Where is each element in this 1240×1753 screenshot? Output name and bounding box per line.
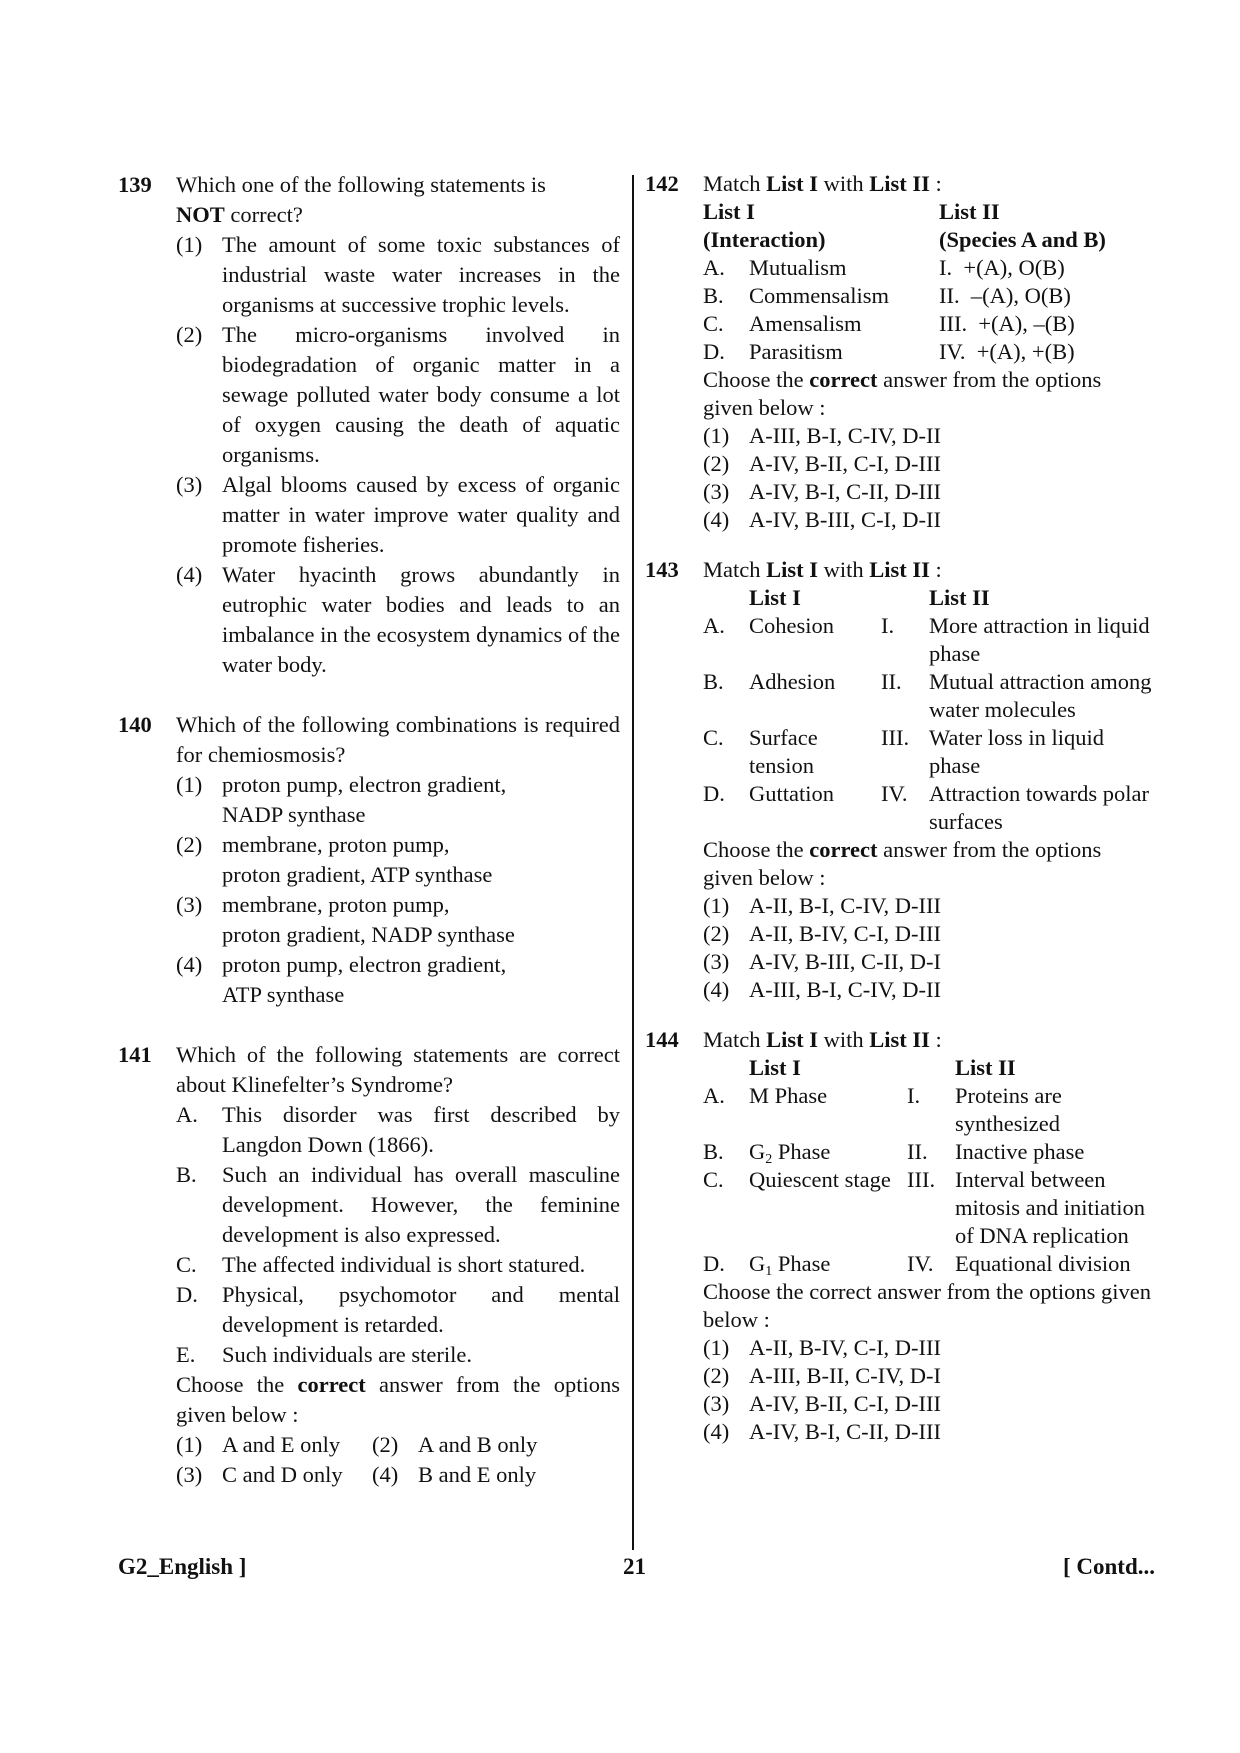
answer-2: (2) A-II, B-IV, C-I, D-III bbox=[703, 921, 942, 946]
match-row-d: D. Parasitism IV. +(A), +(B) bbox=[703, 339, 1075, 364]
question-141 bbox=[118, 1040, 620, 1490]
footer-contd: [ Contd... bbox=[1062, 1554, 1155, 1579]
footer-paper-code: G2_English ] bbox=[118, 1554, 247, 1579]
statement-c: C. The affected individual is short statured. bbox=[176, 1252, 586, 1277]
choose-instruction: Choose the correct answer from the options given below : bbox=[703, 1279, 1152, 1332]
question-142 bbox=[645, 170, 1155, 534]
match-row-a: A. Cohesion I. More attraction in liquid phase bbox=[703, 613, 1150, 666]
match-row-c: C. Amensalism III. +(A), –(B) bbox=[703, 311, 1075, 336]
match-row-b: B. Adhesion II. Mutual attraction among water molecules bbox=[703, 669, 1152, 722]
match-row-a: A. Mutualism I. +(A), O(B) bbox=[703, 255, 1065, 280]
answer-row-2: (3) C and D only (4) B and E only bbox=[176, 1462, 537, 1487]
question-143 bbox=[645, 556, 1155, 1004]
statement-b: B. Such an individual has overall masculine development. However, the feminine development is also expressed. bbox=[176, 1162, 620, 1247]
page-footer bbox=[118, 1552, 1155, 1584]
answer-1: (1) A-II, B-I, C-IV, D-III bbox=[703, 893, 942, 918]
choose-instruction: Choose the correct answer from the options given below : bbox=[176, 1372, 620, 1427]
option-1: (1) proton pump, electron gradient, NADP synthase bbox=[176, 772, 507, 827]
option-4: (4) proton pump, electron gradient, ATP synthase bbox=[176, 952, 507, 1007]
question-139 bbox=[118, 170, 620, 680]
answer-3: (3) A-IV, B-I, C-II, D-III bbox=[703, 479, 942, 504]
answer-1: (1) A-II, B-IV, C-I, D-III bbox=[703, 1335, 942, 1360]
match-row-a: A. M Phase I. Proteins are synthesized bbox=[703, 1083, 1062, 1136]
option-3: (3) Algal blooms caused by excess of organic matter in water improve water quality and promote fisheries. bbox=[176, 472, 620, 557]
answer-4: (4) A-IV, B-I, C-II, D-III bbox=[703, 1419, 942, 1444]
question-140 bbox=[118, 710, 620, 1010]
statement-a: A. This disorder was first described by Langdon Down (1866). bbox=[176, 1102, 620, 1157]
match-row-b: B. Commensalism II. –(A), O(B) bbox=[703, 283, 1071, 308]
right-column bbox=[645, 170, 1155, 1446]
answer-1: (1) A-III, B-I, C-IV, D-II bbox=[703, 423, 942, 448]
option-1: (1) The amount of some toxic substances of industrial waste water increases in the organisms at successive trophic levels. bbox=[176, 232, 620, 317]
question-number: 142 bbox=[645, 171, 679, 196]
list-headers: List I List II bbox=[749, 1055, 1016, 1080]
option-3: (3) membrane, proton pump, proton gradient, NADP synthase bbox=[176, 892, 515, 947]
question-number: 139 bbox=[118, 172, 152, 197]
answer-3: (3) A-IV, B-II, C-I, D-III bbox=[703, 1391, 942, 1416]
answer-3: (3) A-IV, B-III, C-II, D-I bbox=[703, 949, 942, 974]
answer-2: (2) A-III, B-II, C-IV, D-I bbox=[703, 1363, 942, 1388]
answer-2: (2) A-IV, B-II, C-I, D-III bbox=[703, 451, 942, 476]
statement-d: D. Physical, psychomotor and mental development is retarded. bbox=[176, 1282, 620, 1337]
question-stem: Match List I with List II : bbox=[703, 171, 942, 196]
option-2: (2) membrane, proton pump, proton gradient, ATP synthase bbox=[176, 832, 493, 887]
question-stem: Which one of the following statements is NOT correct? bbox=[176, 172, 546, 227]
question-stem: Match List I with List II : bbox=[703, 1027, 942, 1052]
answer-row-1: (1) A and E only (2) A and B only bbox=[176, 1432, 538, 1457]
question-number: 140 bbox=[118, 712, 152, 737]
page-number: 21 bbox=[623, 1554, 646, 1579]
question-stem: Match List I with List II : bbox=[703, 557, 942, 582]
option-2: (2) The micro-organisms involved in biodegradation of organic matter in a sewage polluted water body consume a lot of oxygen causing the death of aquatic organisms. bbox=[176, 322, 620, 467]
left-column bbox=[118, 170, 620, 1490]
match-row-c: C. Quiescent stage III. Interval between mitosis and initiation of DNA replication bbox=[703, 1167, 1145, 1248]
match-row-d: D. Guttation IV. Attraction towards polar surfaces bbox=[703, 781, 1149, 834]
column-divider bbox=[632, 175, 634, 1550]
list-subheaders: (Interaction) (Species A and B) bbox=[703, 227, 1106, 252]
question-stem: Which of the following combinations is required for chemiosmosis? bbox=[176, 712, 620, 767]
question-144 bbox=[645, 1026, 1155, 1446]
question-number: 141 bbox=[118, 1042, 152, 1067]
statement-e: E. Such individuals are sterile. bbox=[176, 1342, 472, 1367]
option-4: (4) Water hyacinth grows abundantly in eutrophic water bodies and leads to an imbalance in the ecosystem dynamics of the water body. bbox=[176, 562, 620, 677]
match-row-d: D. $G_1$ Phase IV. Equational division bbox=[703, 1251, 1131, 1279]
question-stem: Which of the following statements are correct about Klinefelter’s Syndrome? bbox=[176, 1042, 620, 1097]
match-row-b: B. $G_2$ Phase II. Inactive phase bbox=[703, 1139, 1085, 1167]
question-number: 144 bbox=[645, 1027, 679, 1052]
choose-instruction: Choose the correct answer from the options given below : bbox=[703, 837, 1102, 890]
match-row-c: C. Surface tension III. Water loss in liquid phase bbox=[703, 725, 1105, 778]
list-headers: List I List II bbox=[703, 199, 1000, 224]
answer-4: (4) A-III, B-I, C-IV, D-II bbox=[703, 977, 942, 1002]
choose-instruction: Choose the correct answer from the options given below : bbox=[703, 367, 1102, 420]
list-headers: List I List II bbox=[749, 585, 990, 610]
answer-4: (4) A-IV, B-III, C-I, D-II bbox=[703, 507, 942, 532]
question-number: 143 bbox=[645, 557, 679, 582]
